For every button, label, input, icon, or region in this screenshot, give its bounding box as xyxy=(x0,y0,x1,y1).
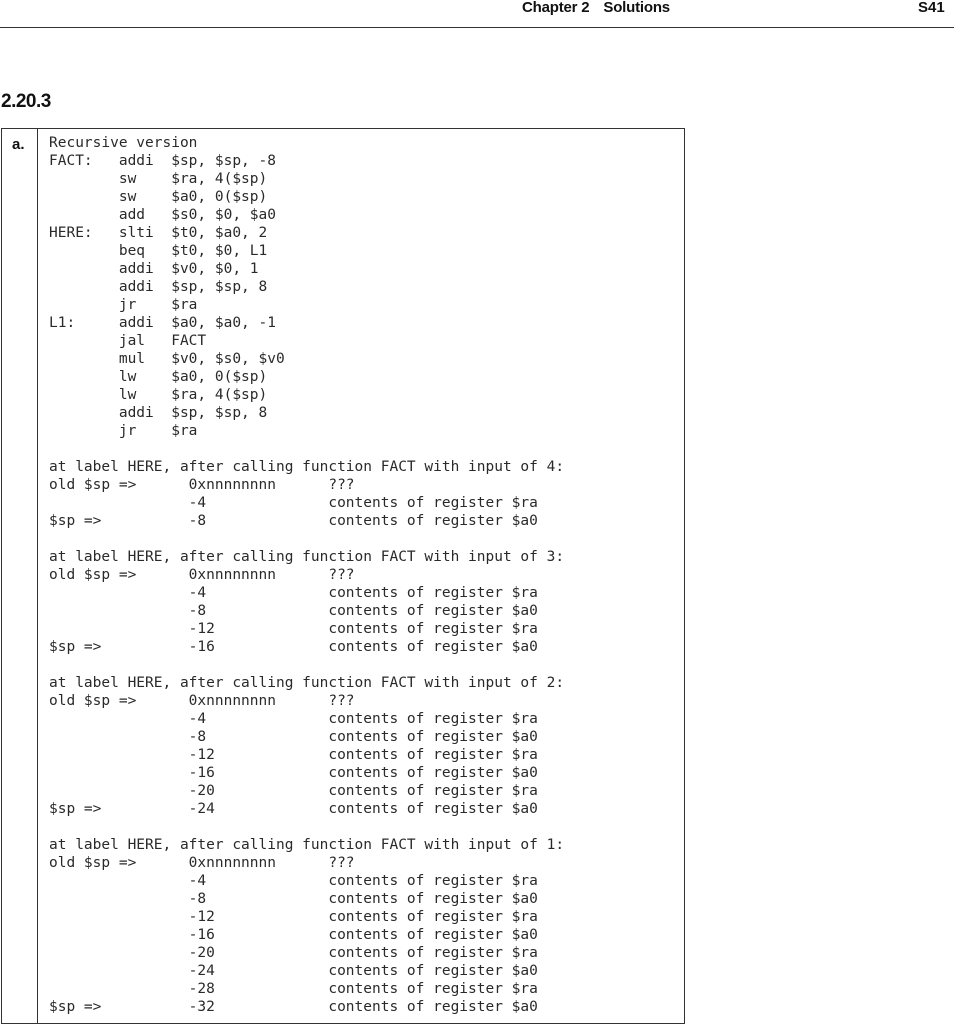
part-label-column xyxy=(2,129,38,1023)
code-line: $sp => -24 contents of register $a0 xyxy=(49,801,538,817)
code-line: add $s0, $0, $a0 xyxy=(49,207,276,223)
code-line: old $sp => 0xnnnnnnnn ??? xyxy=(49,567,355,583)
code-line: sw $ra, 4($sp) xyxy=(49,171,268,187)
code-line: old $sp => 0xnnnnnnnn ??? xyxy=(49,855,355,871)
code-line: -4 contents of register $ra xyxy=(49,711,538,727)
code-line: Recursive version xyxy=(49,135,198,151)
code-line: -4 contents of register $ra xyxy=(49,495,538,511)
code-line: -12 contents of register $ra xyxy=(49,909,538,925)
code-line: at label HERE, after calling function FACT with input of 3: xyxy=(49,549,565,565)
code-line: $sp => -32 contents of register $a0 xyxy=(49,999,538,1015)
code-line: old $sp => 0xnnnnnnnn ??? xyxy=(49,477,355,493)
code-line: lw $ra, 4($sp) xyxy=(49,387,268,403)
code-line: jr $ra xyxy=(49,423,198,439)
code-line: mul $v0, $s0, $v0 xyxy=(49,351,285,367)
code-line: beq $t0, $0, L1 xyxy=(49,243,268,259)
code-line: -4 contents of register $ra xyxy=(49,585,538,601)
code-line: -8 contents of register $a0 xyxy=(49,729,538,745)
code-line: -12 contents of register $ra xyxy=(49,621,538,637)
code-line: at label HERE, after calling function FACT with input of 1: xyxy=(49,837,565,853)
page-number: S41 xyxy=(918,0,945,16)
code-line xyxy=(49,656,564,674)
code-line: -8 contents of register $a0 xyxy=(49,891,538,907)
code-line: addi $sp, $sp, 8 xyxy=(49,279,268,295)
code-line: -24 contents of register $a0 xyxy=(49,963,538,979)
code-listing xyxy=(49,134,564,1016)
chapter-label xyxy=(522,0,670,16)
code-line: -4 contents of register $ra xyxy=(49,873,538,889)
code-line: L1: addi $a0, $a0, -1 xyxy=(49,315,276,331)
code-line: -20 contents of register $ra xyxy=(49,783,538,799)
code-line: old $sp => 0xnnnnnnnn ??? xyxy=(49,693,355,709)
code-line: -28 contents of register $ra xyxy=(49,981,538,997)
code-line xyxy=(49,530,564,548)
code-line: -8 contents of register $a0 xyxy=(49,603,538,619)
code-line: at label HERE, after calling function FACT with input of 4: xyxy=(49,459,565,475)
code-line xyxy=(49,440,564,458)
code-line: sw $a0, 0($sp) xyxy=(49,189,268,205)
code-line: addi $sp, $sp, 8 xyxy=(49,405,268,421)
chapter-title: Chapter 2 xyxy=(522,0,590,16)
code-line: lw $a0, 0($sp) xyxy=(49,369,268,385)
code-line: FACT: addi $sp, $sp, -8 xyxy=(49,153,276,169)
code-line: $sp => -16 contents of register $a0 xyxy=(49,639,538,655)
code-line: at label HERE, after calling function FACT with input of 2: xyxy=(49,675,565,691)
part-label: a. xyxy=(12,136,25,153)
solution-table xyxy=(1,128,685,1024)
code-line: -16 contents of register $a0 xyxy=(49,765,538,781)
code-line: -12 contents of register $ra xyxy=(49,747,538,763)
code-line: jal FACT xyxy=(49,333,207,349)
code-line: jr $ra xyxy=(49,297,198,313)
section-title: 2.20.3 xyxy=(1,91,51,112)
section-name: Solutions xyxy=(603,0,670,16)
code-line: -16 contents of register $a0 xyxy=(49,927,538,943)
code-line xyxy=(49,818,564,836)
code-line: -20 contents of register $ra xyxy=(49,945,538,961)
code-line: $sp => -8 contents of register $a0 xyxy=(49,513,538,529)
code-line: addi $v0, $0, 1 xyxy=(49,261,259,277)
code-line: HERE: slti $t0, $a0, 2 xyxy=(49,225,268,241)
page-header xyxy=(0,0,954,28)
